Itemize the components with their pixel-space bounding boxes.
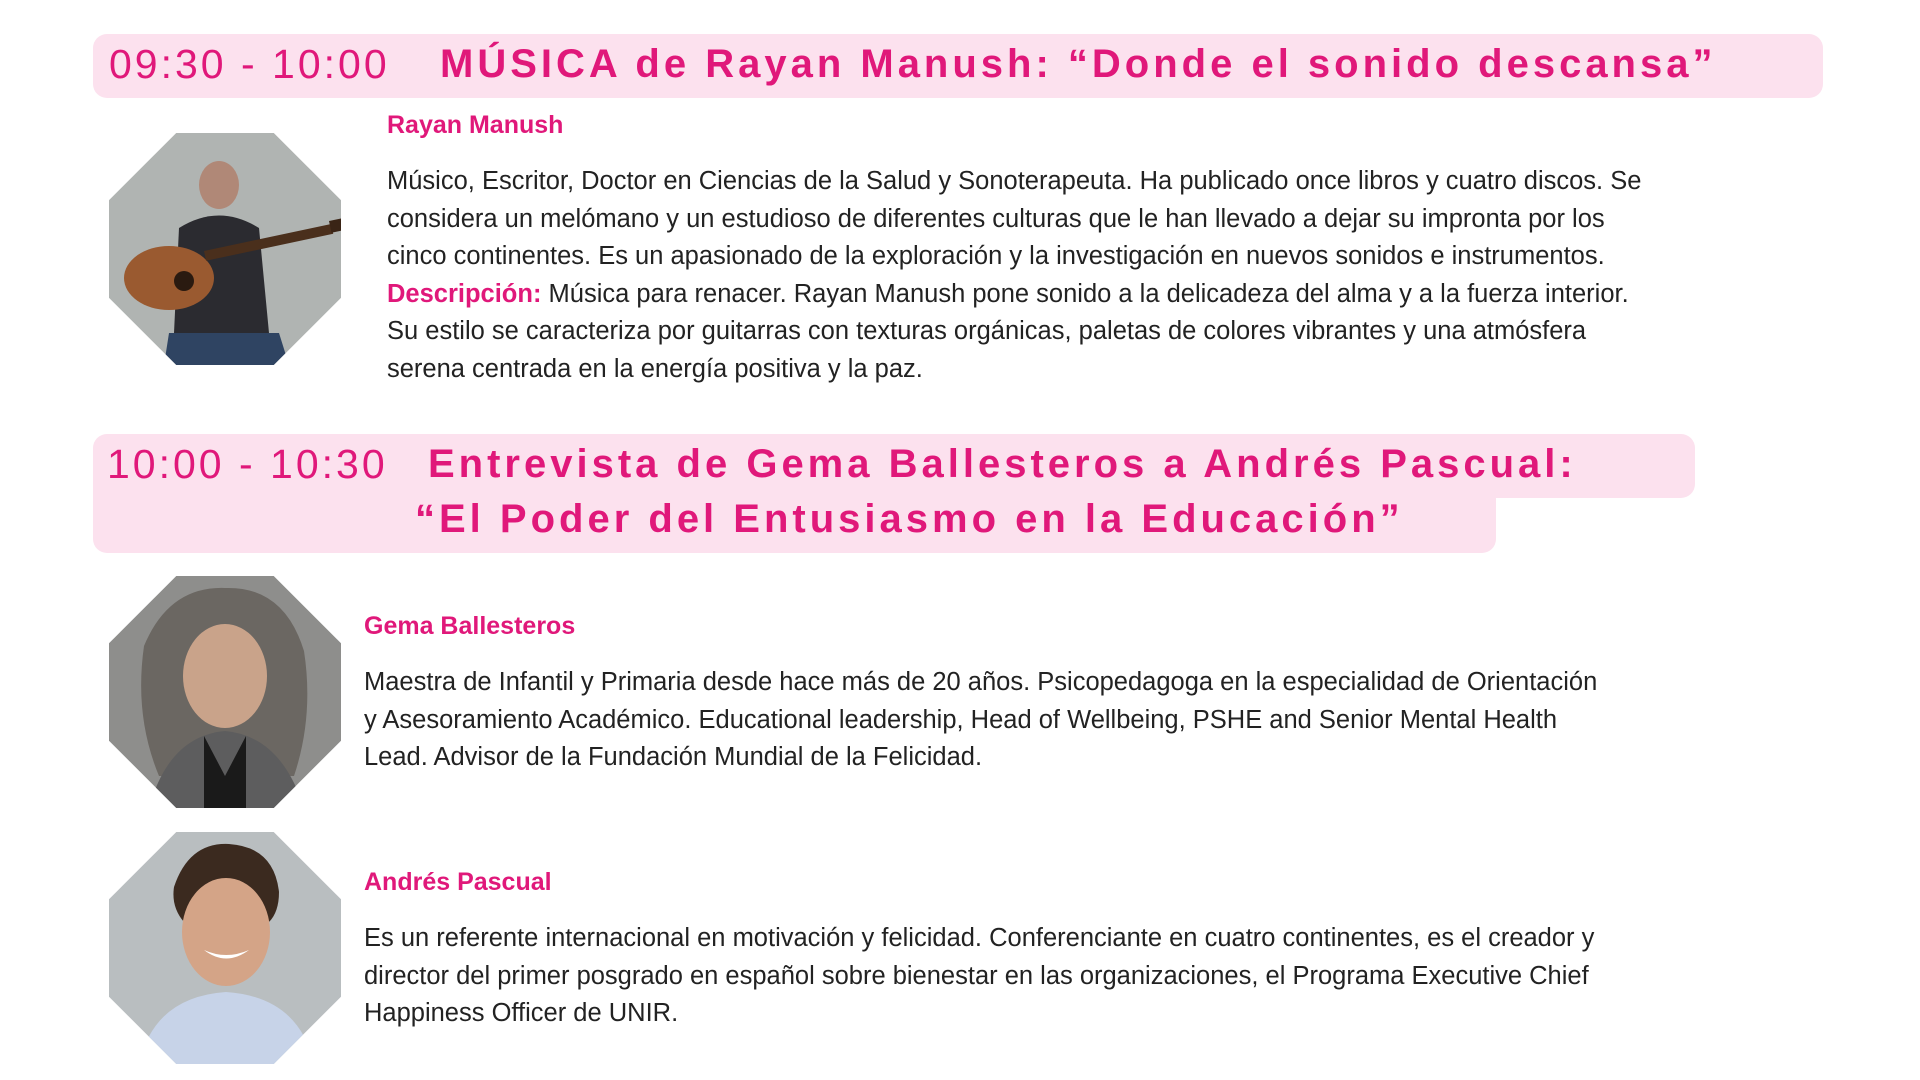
photo-andres-pascual xyxy=(109,832,341,1064)
description-text: Música para renacer. Rayan Manush pone sonido a la delicadeza del alma y a la fuerza interior. xyxy=(541,279,1629,308)
bio-line: director del primer posgrado en español sobre bienestar en las organizaciones, el Programa Executive Chief xyxy=(364,961,1589,990)
session-1-title: MÚSICA de Rayan Manush: “Donde el sonido descansa” xyxy=(440,42,1717,86)
speaker-name-andres-pascual: Andrés Pascual xyxy=(364,868,552,896)
speaker-bio-gema-ballesteros xyxy=(364,664,1597,777)
description-line xyxy=(387,276,1641,314)
speaker-photo-gema-ballesteros xyxy=(109,576,341,808)
speaker-photo-andres-pascual xyxy=(109,832,341,1064)
photo-gema-ballesteros xyxy=(109,576,341,808)
bio-line: Happiness Officer de UNIR. xyxy=(364,999,679,1027)
description-line: serena centrada en la energía positiva y la paz. xyxy=(387,354,923,383)
bio-line: considera un melómano y un estudioso de diferentes culturas que le han llevado a dejar su impronta por los xyxy=(387,204,1605,233)
speaker-photo-rayan-manush xyxy=(109,133,341,365)
bio-line: Es un referente internacional en motivación y felicidad. Conferenciante en cuatro continentes, es el creador y xyxy=(364,924,1595,952)
speaker-name-rayan-manush: Rayan Manush xyxy=(387,111,564,139)
session-2-time: 10:00 - 10:30 xyxy=(107,441,388,487)
speaker-name-gema-ballesteros: Gema Ballesteros xyxy=(364,612,576,640)
description-line: Su estilo se caracteriza por guitarras con texturas orgánicas, paletas de colores vibrantes y una atmósfera xyxy=(387,317,1587,345)
bio-line: Músico, Escritor, Doctor en Ciencias de la Salud y Sonoterapeuta. Ha publicado once libros y cuatro discos. Se xyxy=(387,167,1642,195)
bio-line: Lead. Advisor de la Fundación Mundial de la Felicidad. xyxy=(364,743,983,771)
bio-line: y Asesoramiento Académico. Educational leadership, Head of Wellbeing, PSHE and Senior Mental Health xyxy=(364,705,1558,734)
speaker-bio-andres-pascual xyxy=(364,920,1594,1033)
bio-line: Maestra de Infantil y Primaria desde hace más de 20 años. Psicopedagoga en la especialidad de Orientación xyxy=(364,668,1598,696)
description-label: Descripción: xyxy=(387,279,542,308)
session-2-title-line2: “El Poder del Entusiasmo en la Educación” xyxy=(415,497,1404,541)
speaker-bio-rayan-manush xyxy=(387,163,1641,388)
photo-rayan-manush-guitarist xyxy=(109,133,341,365)
bio-line: cinco continentes. Es un apasionado de la exploración y la investigación en nuevos sonidos e instrumentos. xyxy=(387,242,1605,270)
session-1-time: 09:30 - 10:00 xyxy=(109,41,390,87)
session-2-title-line1: Entrevista de Gema Ballesteros a Andrés Pascual: xyxy=(428,442,1577,486)
